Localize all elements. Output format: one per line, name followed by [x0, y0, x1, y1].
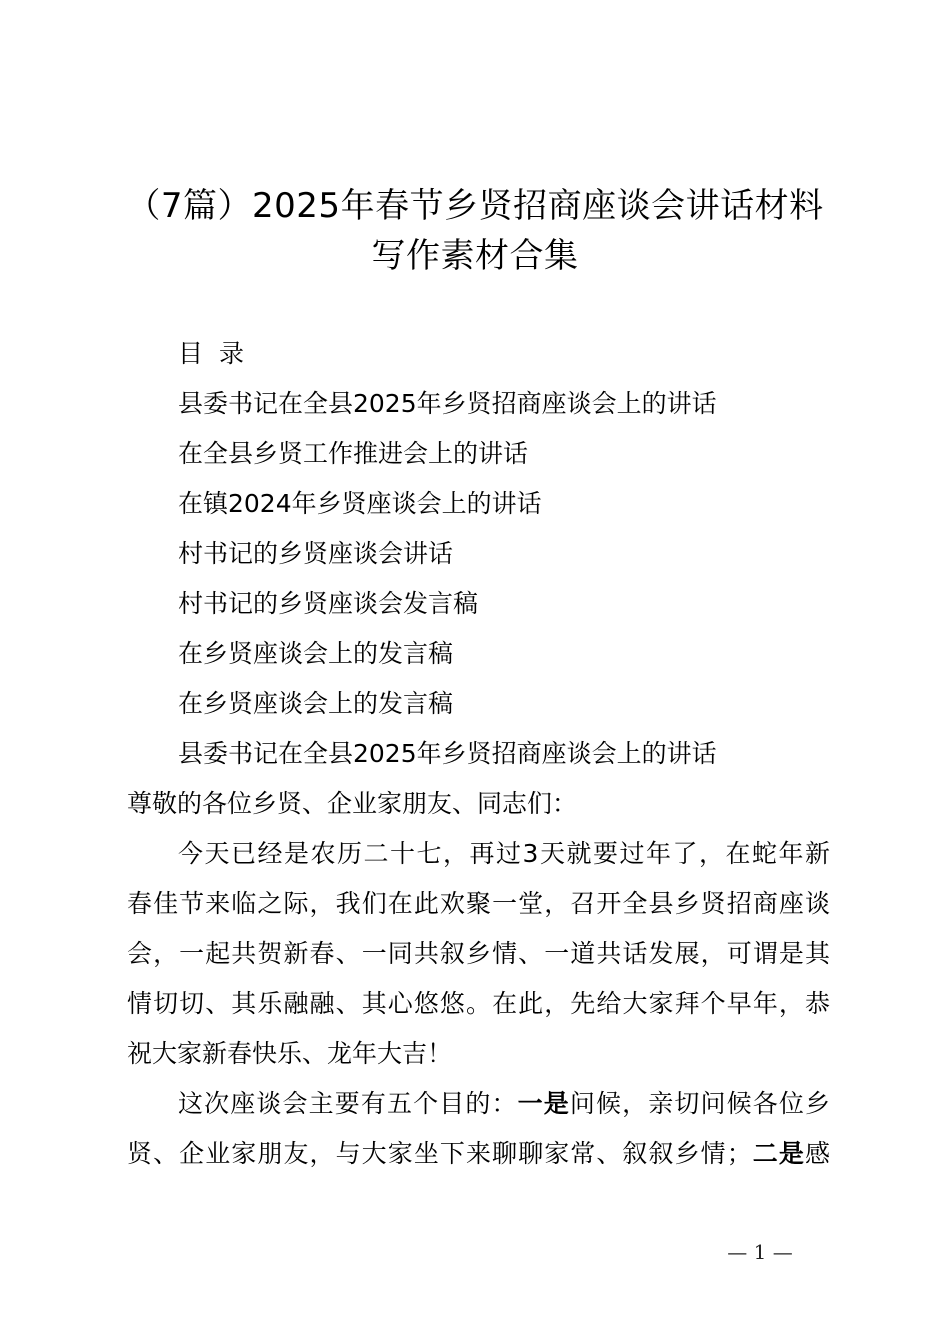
toc-heading-char: 录	[219, 339, 245, 368]
document-title-line-1: （7篇）2025年春节乡贤招商座谈会讲话材料	[126, 186, 824, 226]
toc-item: 在乡贤座谈会上的发言稿	[178, 689, 454, 718]
toc-heading	[178, 337, 244, 371]
paragraph-line: 春佳节来临之际，我们在此欢聚一堂，召开全县乡贤招商座谈	[127, 889, 830, 918]
toc-item: 在全县乡贤工作推进会上的讲话	[178, 439, 529, 468]
paragraph-line: 情切切、其乐融融、其心悠悠。在此，先给大家拜个早年，恭	[127, 989, 830, 1018]
toc-heading-char: 目	[178, 339, 204, 368]
paragraph-line	[178, 1087, 830, 1121]
paragraph-text: 这次座谈会主要有五个目的：	[178, 1089, 518, 1118]
paragraph-line: 祝大家新春快乐、龙年大吉！	[127, 1039, 453, 1068]
toc-item: 村书记的乡贤座谈会发言稿	[178, 589, 479, 618]
paragraph-line: 今天已经是农历二十七，再过3天就要过年了，在蛇年新	[178, 839, 830, 868]
paragraph-text: 问候，亲切问候各位乡	[569, 1089, 830, 1118]
toc-item: 县委书记在全县2025年乡贤招商座谈会上的讲话	[178, 389, 717, 418]
emphasis-text: 二是	[751, 1139, 805, 1168]
speech-heading: 县委书记在全县2025年乡贤招商座谈会上的讲话	[178, 739, 717, 768]
paragraph-text: 感	[804, 1139, 830, 1168]
paragraph-line: 会，一起共贺新春、一同共叙乡情、一道共话发展，可谓是其	[127, 939, 830, 968]
paragraph-text: 贤、企业家朋友，与大家坐下来聊聊家常、叙叙乡情；	[127, 1139, 752, 1168]
document-title-line-2: 写作素材合集	[371, 236, 579, 276]
speech-salutation: 尊敬的各位乡贤、企业家朋友、同志们：	[127, 789, 578, 818]
page-number: — 1 —	[727, 1240, 793, 1264]
toc-item: 村书记的乡贤座谈会讲话	[178, 539, 454, 568]
toc-item: 在镇2024年乡贤座谈会上的讲话	[178, 489, 542, 518]
emphasis-text: 一是	[517, 1089, 570, 1118]
toc-item: 在乡贤座谈会上的发言稿	[178, 639, 454, 668]
paragraph-line	[127, 1137, 830, 1171]
